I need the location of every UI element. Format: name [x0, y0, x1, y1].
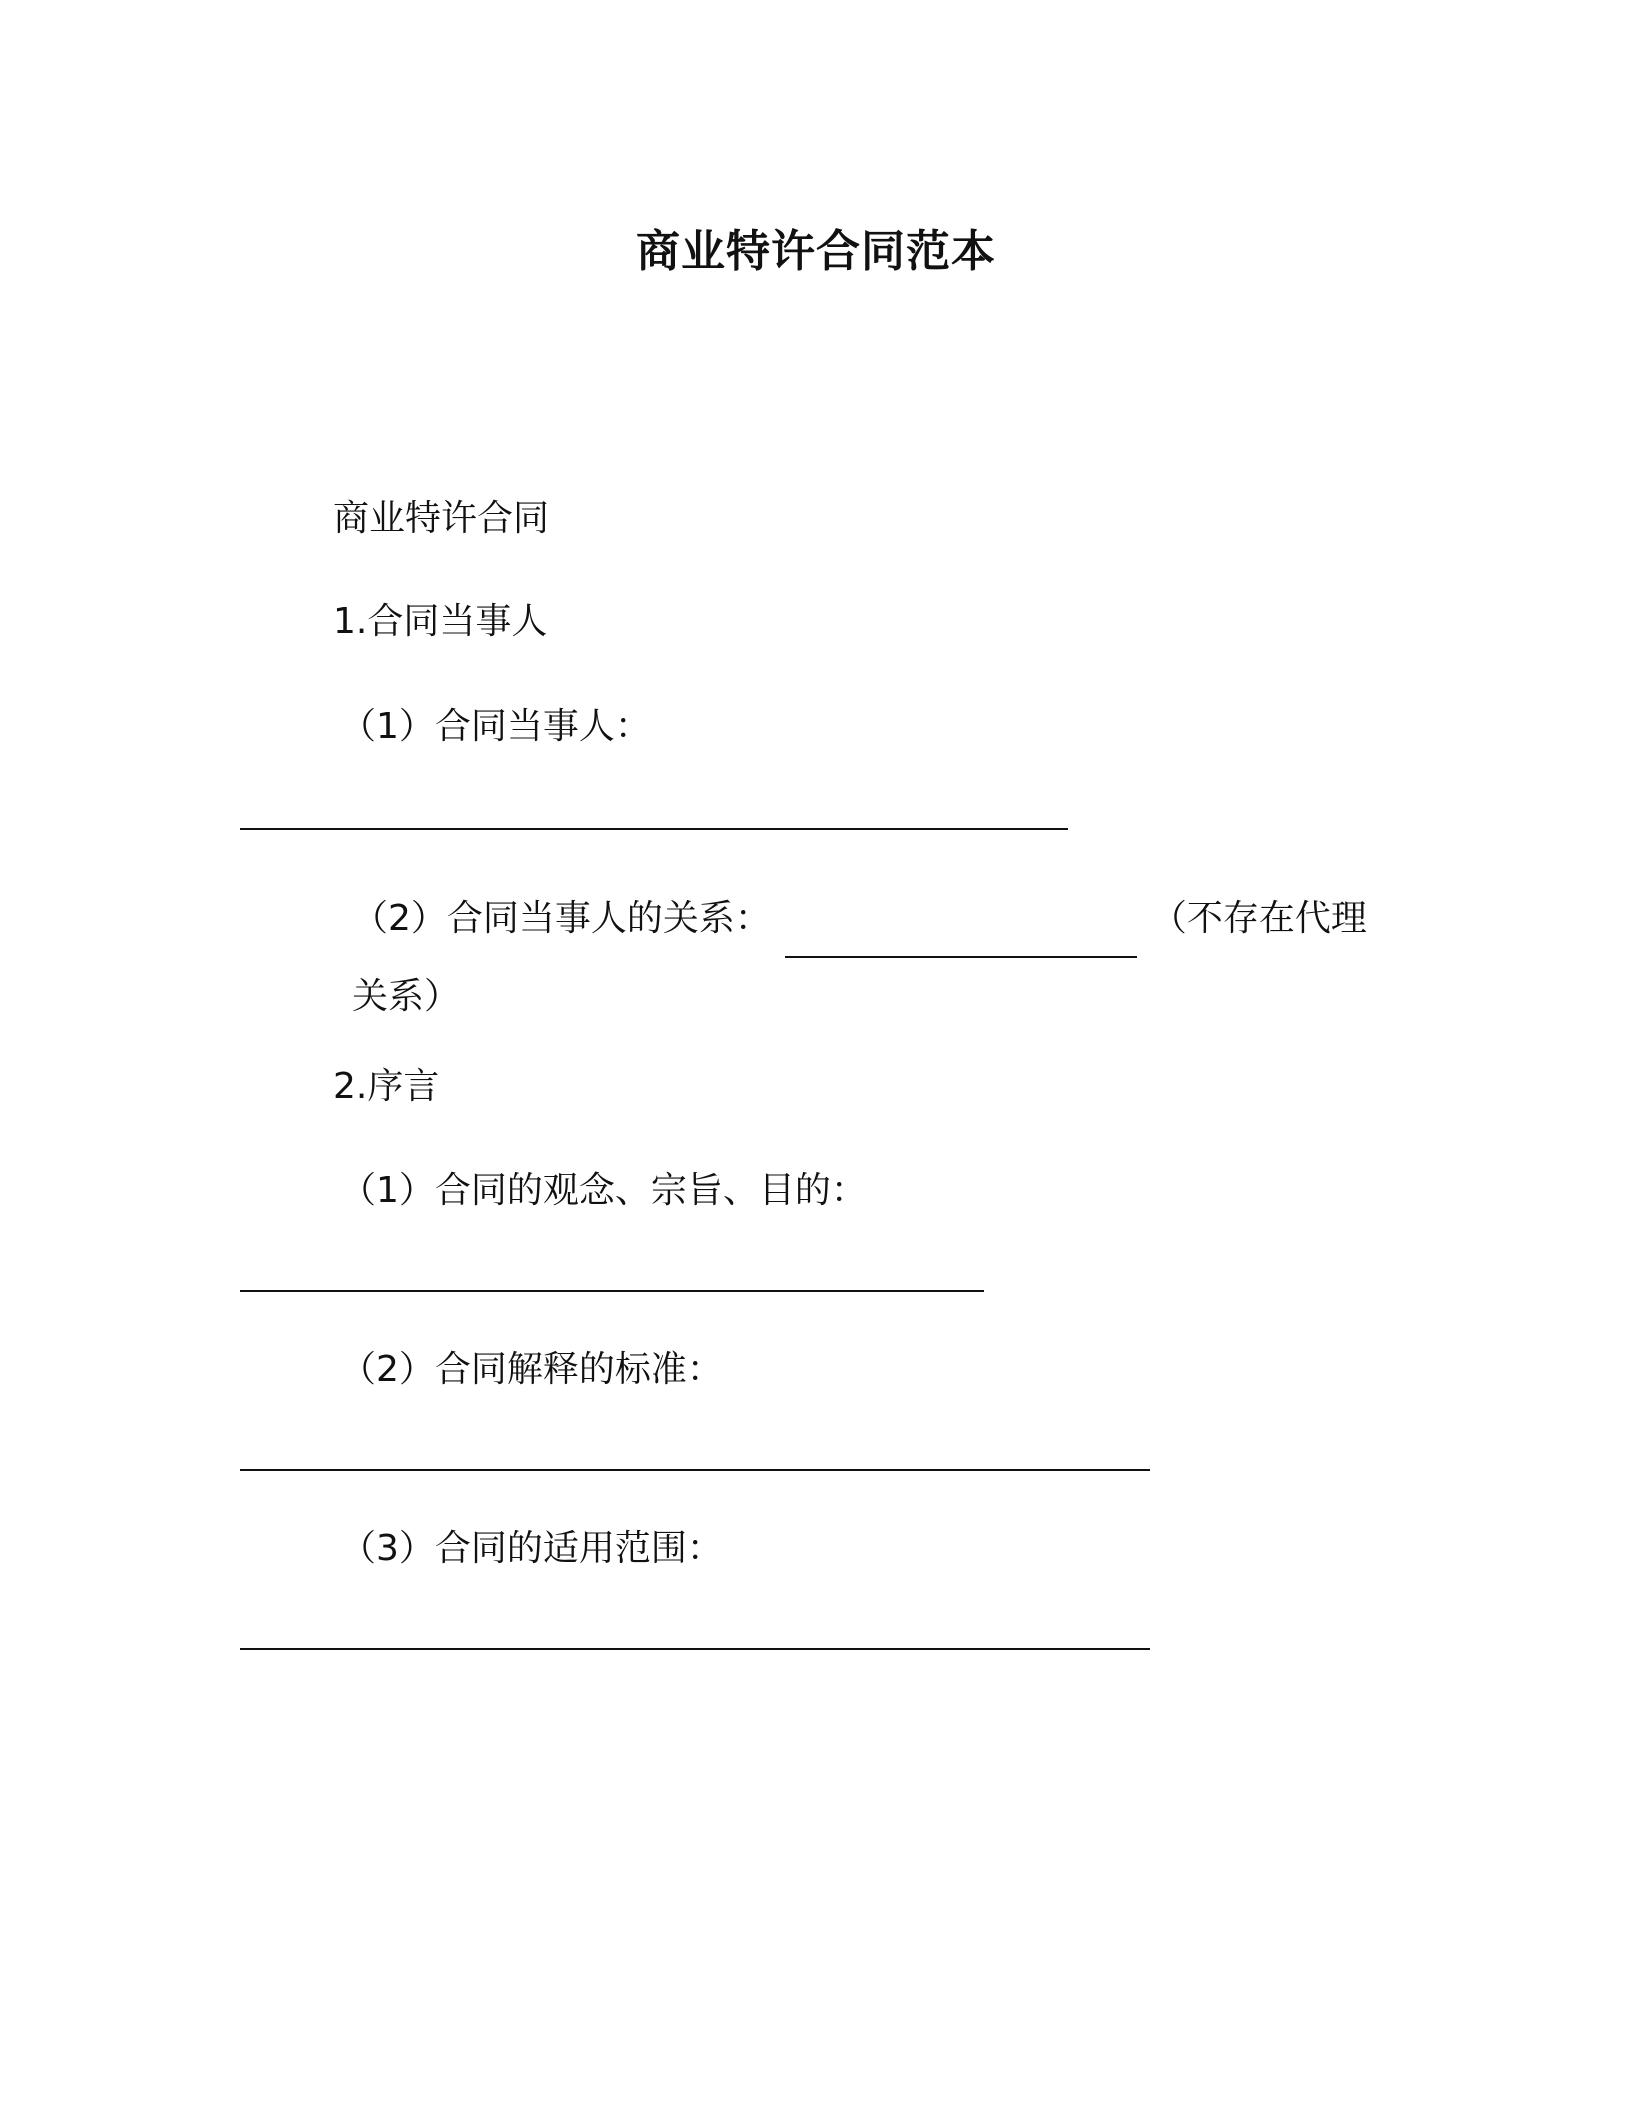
document-title: 商业特许合同范本	[636, 226, 996, 277]
section2-heading: 2.序言	[333, 1066, 440, 1107]
fill-in-blank-parties	[240, 828, 1068, 830]
section1-heading: 1.合同当事人	[333, 601, 548, 642]
section1-item2-label: （2）合同当事人的关系：	[352, 898, 771, 939]
section2-item2-label: （2）合同解释的标准：	[340, 1349, 723, 1390]
section1-item1-label: （1）合同当事人：	[340, 706, 651, 747]
section1-item2	[352, 880, 1392, 1036]
section2-item3-label: （3）合同的适用范围：	[340, 1528, 723, 1569]
fill-in-blank-scope	[240, 1648, 1150, 1650]
section1-item2-note: （不存在代理关系）	[352, 898, 1367, 1017]
contract-name: 商业特许合同	[333, 498, 550, 539]
fill-in-blank-relationship	[785, 922, 1137, 958]
fill-in-blank-purpose	[240, 1290, 984, 1292]
section2-item1-label: （1）合同的观念、宗旨、目的：	[340, 1170, 867, 1211]
fill-in-blank-interpretation	[240, 1469, 1150, 1471]
